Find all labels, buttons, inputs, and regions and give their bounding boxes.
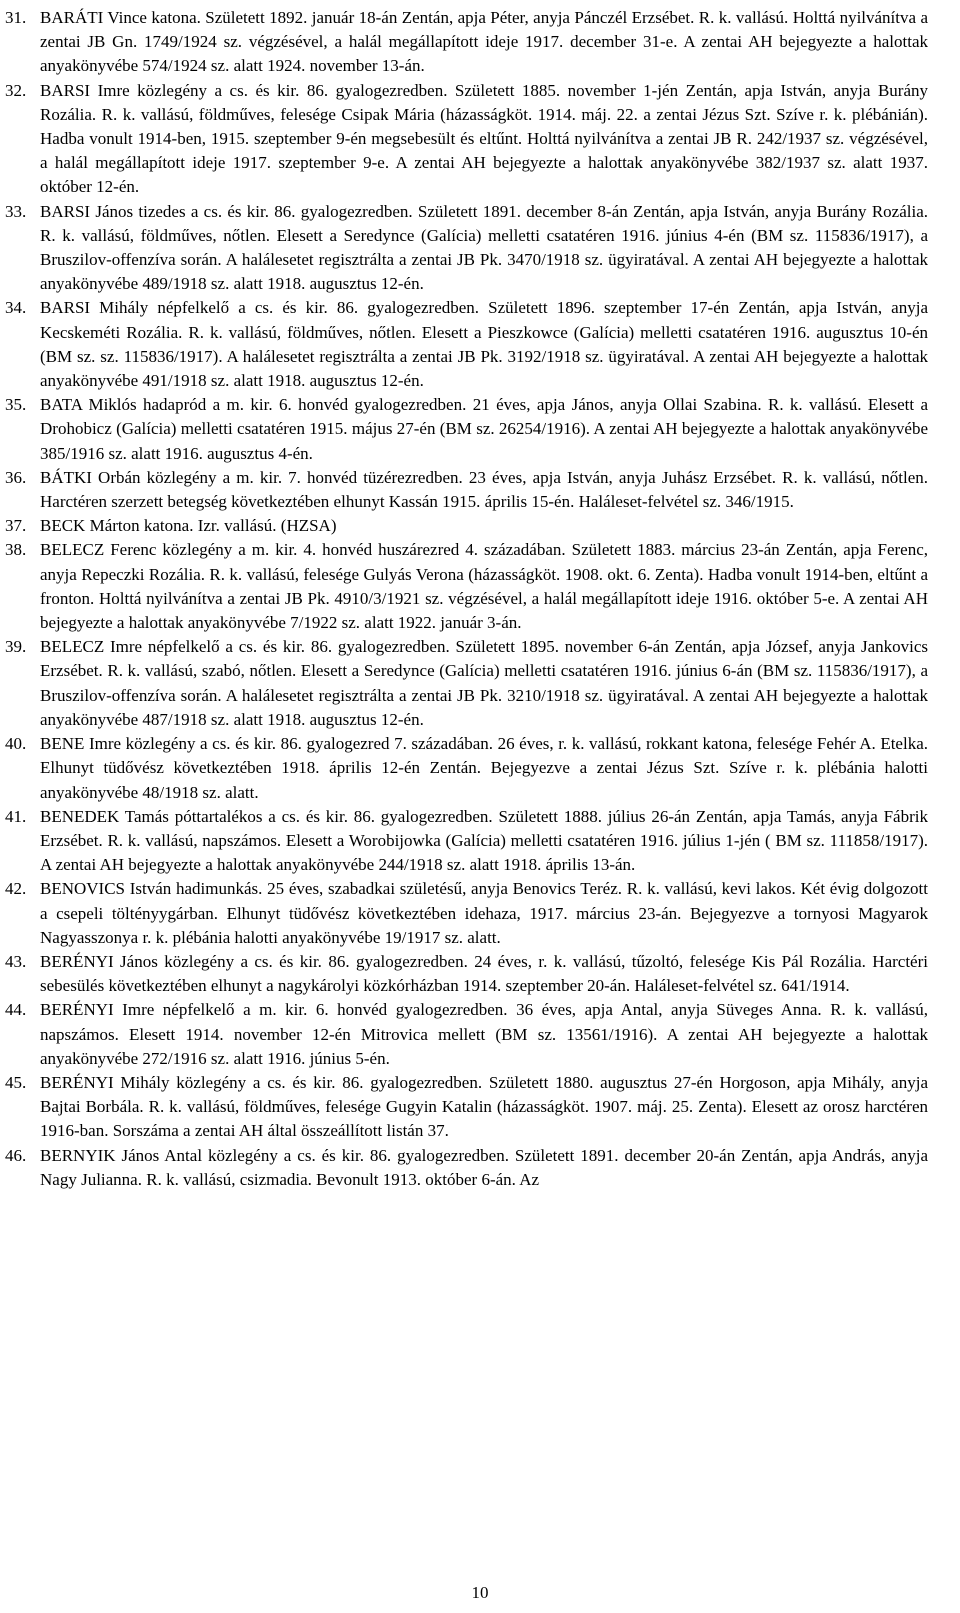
entry-text: BENE Imre közlegény a cs. és kir. 86. gyalogezred 7. századában. 26 éves, r. k. vallású, rokkant katona, felesége Fehér A. Etelka. Elhunyt tüdővész következtében 1918. április 12-én Zentán. Bejegyezve a zentai Jézus Szt. Szíve r. k. plébánia halotti anyakönyvébe 48/1918 sz. alatt. [40,734,928,802]
entry-number: 34. [5,298,27,318]
entry-number: 44. [5,1000,27,1020]
entry-35 [0,393,928,466]
entry-34 [0,296,928,393]
entry-text: BATA Miklós hadapród a m. kir. 6. honvéd gyalogezredben. 21 éves, apja János, anyja Ollai Szabina. R. k. vallású. Elesett a Drohobicz (Galícia) melletti csatatéren 1915. május 27-én (BM sz. 26254/1916). A zentai AH bejegyezte a halottak anyakönyvébe 385/1916 sz. alatt 1916. augusztus 4-én. [40,395,928,463]
entry-31 [0,6,928,79]
entry-33 [0,200,928,297]
entry-37 [0,514,928,538]
entry-number: 37. [5,516,27,536]
entry-text: BELECZ Imre népfelkelő a cs. és kir. 86. gyalogezredben. Született 1895. november 6-án Zentán, apja József, anyja Jankovics Erzsébet. R. k. vallású, szabó, nőtlen. Elesett a Seredynce (Galícia) melletti csatatéren 1916. június 6-án (BM sz. 115836/1917), a Bruszilov-offenzíva során. A halálesetet regisztrálta a zentai JB Pk. 3210/1918 sz. ügyiratával. A zentai AH bejegyezte a halottak anyakönyvébe 487/1918 sz. alatt 1918. augusztus 12-én. [40,637,928,729]
entry-number: 33. [5,201,27,221]
entry-text: BENOVICS István hadimunkás. 25 éves, szabadkai születésű, anyja Benovics Teréz. R. k. vallású, kevi lakos. Két évig dolgozott a csepeli töltényygárban. Elhunyt tüdővész következtében idehaza, 1917. március 23-án. Bejegyezve a tornyosi Magyarok Nagyasszonya r. k. plébánia halotti anyakönyvébe 19/1917 sz. alatt. [40,879,928,947]
entry-44 [0,998,928,1071]
page-number: 10 [471,1583,489,1602]
entry-39 [0,635,928,732]
entry-text: BARSI Imre közlegény a cs. és kir. 86. gyalogezredben. Született 1885. november 1-jén Zentán, apja István, anyja Burány Rozália. R. k. vallású, földműves, felesége Csipak Mária (házasságköt. 1914. máj. 22. a zentai Jézus Szt. Szíve r. k. plébánián). Hadba vonult 1914-ben, 1915. szeptember 9-én megsebesült és eltűnt. Holttá nyilvánítva a zentai JB R. 242/1937 sz. végzésével, a halál megállapított ideje 1917. szeptember 9-e. A zentai AH bejegyezte a halottak anyakönyvébe 382/1937 sz. alatt 1937. október 12-én. [40,80,928,197]
entry-number: 32. [5,80,27,100]
document-page [0,6,960,1192]
entry-number: 40. [5,734,27,754]
entry-text: BERÉNYI Mihály közlegény a cs. és kir. 86. gyalogezredben. Született 1880. augusztus 27-én Horgoson, apja Mihály, anyja Bajtai Borbála. R. k. vallású, földműves, felesége Gugyin Katalin (házasságköt. 1907. máj. 25. Zenta). Elesett az orosz harctéren 1916-ban. Sorszáma a zentai AH által összeállított listán 37. [40,1072,928,1141]
entry-42 [0,877,928,950]
entry-text: BÁTKI Orbán közlegény a m. kir. 7. honvéd tüzérezredben. 23 éves, apja István, anyja Juhász Erzsébet. R. k. vallású, nőtlen. Harctéren szerzett betegség következtében elhunyt Kassán 1915. április 15-én. Haláleset-felvétel sz. 346/1915. [40,467,928,512]
entry-text: BECK Márton katona. Izr. vallású. (HZSA) [40,516,337,536]
entry-46 [0,1144,928,1192]
entry-number: 41. [5,806,27,826]
entry-43 [0,950,928,998]
entry-number: 35. [5,395,27,415]
entry-number: 45. [5,1072,27,1092]
entry-45 [0,1071,928,1144]
entry-text: BENEDEK Tamás póttartalékos a cs. és kir. 86. gyalogezredben. Született 1888. július 26-án Zentán, apja Tamás, anyja Fábrik Erzsébet. R. k. vallású, napszámos. Elesett a Worobijowka (Galícia) melletti csatatéren 1916. július 1-jén ( BM sz. 111858/1917). A zentai AH bejegyezte a halottak anyakönyvébe 244/1918 sz. alatt 1918. április 13-án. [40,806,928,875]
entry-text: BERÉNYI János közlegény a cs. és kir. 86. gyalogezredben. 24 éves, r. k. vallású, tűzoltó, felesége Kis Pál Rozália. Harctéri sebesülés következtében elhunyt a nagykárolyi közkórházban 1914. szeptember 20-án. Haláleset-felvétel sz. 641/1914. [40,951,928,996]
entry-number: 42. [5,879,27,899]
entry-number: 39. [5,637,27,657]
entry-text: BERNYIK János Antal közlegény a cs. és kir. 86. gyalogezredben. Született 1891. december 20-án Zentán, apja András, anyja Nagy Julianna. R. k. vallású, csizmadia. Bevonult 1913. október 6-án. Az [40,1145,928,1189]
entry-text: BARÁTI Vince katona. Született 1892. január 18-án Zentán, apja Péter, anyja Pánczél Erzsébet. R. k. vallású. Holttá nyilvánítva a zentai JB Gn. 1749/1924 sz. végzésével, a halál megállapított ideje 1917. december 31-e. A zentai AH bejegyezte a halottak anyakönyvébe 574/1924 sz. alatt 1924. november 13-án. [40,8,928,76]
entry-40 [0,732,928,805]
entry-number: 43. [5,951,27,971]
entry-text: BELECZ Ferenc közlegény a m. kir. 4. honvéd huszárezred 4. századában. Született 1883. március 23-án Zentán, apja Ferenc, anyja Repeczki Rozália. R. k. vallású, felesége Gulyás Verona (házasságköt. 1908. okt. 6. Zenta). Hadba vonult 1914-ben, eltűnt a fronton. Holttá nyilvánítva a zentai JB Pk. 4910/3/1921 sz. végzésével, a halál megállapított ideje 1916. október 5-e. A zentai AH bejegyezte a halottak anyakönyvébe 7/1922 sz. alatt 1922. január 3-án. [40,540,928,633]
entry-36 [0,466,928,514]
entry-38 [0,538,928,635]
entry-32 [0,79,928,200]
entry-text: BERÉNYI Imre népfelkelő a m. kir. 6. honvéd gyalogezredben. 36 éves, apja Antal, anyja Süveges Anna. R. k. vallású, napszámos. Elesett 1914. november 12-én Mitrovica mellett (BM sz. 13561/1916). A zentai AH bejegyezte a halottak anyakönyvébe 272/1916 sz. alatt 1916. június 5-én. [40,1000,928,1068]
entry-number: 36. [5,467,27,487]
entry-text: BARSI János tizedes a cs. és kir. 86. gyalogezredben. Született 1891. december 8-án Zentán, apja István, anyja Burány Rozália. R. k. vallású, földműves, nőtlen. Elesett a Seredynce (Galícia) melletti csatatéren 1916. június 4-én (BM sz. 115836/1917), a Bruszilov-offenzíva során. A halálesetet regisztrálta a zentai JB Pk. 3470/1918 sz. ügyiratával. A zentai AH bejegyezte a halottak anyakönyvébe 489/1918 sz. alatt 1918. augusztus 12-én. [40,201,928,294]
entry-41 [0,805,928,878]
entry-number: 31. [5,8,27,27]
entry-text: BARSI Mihály népfelkelő a cs. és kir. 86. gyalogezredben. Született 1896. szeptember 17-én Zentán, apja István, anyja Kecskeméti Rozália. R. k. vallású, földműves, nőtlen. Elesett a Pieszkowce (Galícia) melletti csatatéren 1916. augusztus 10-én (BM sz. sz. 115836/1917). A halálesetet regisztrálta a zentai JB Pk. 3192/1918 sz. ügyiratával. A zentai AH bejegyezte a halottak anyakönyvébe 491/1918 sz. alatt 1918. augusztus 12-én. [40,298,928,391]
entry-number: 38. [5,540,27,560]
entry-number: 46. [5,1145,27,1165]
